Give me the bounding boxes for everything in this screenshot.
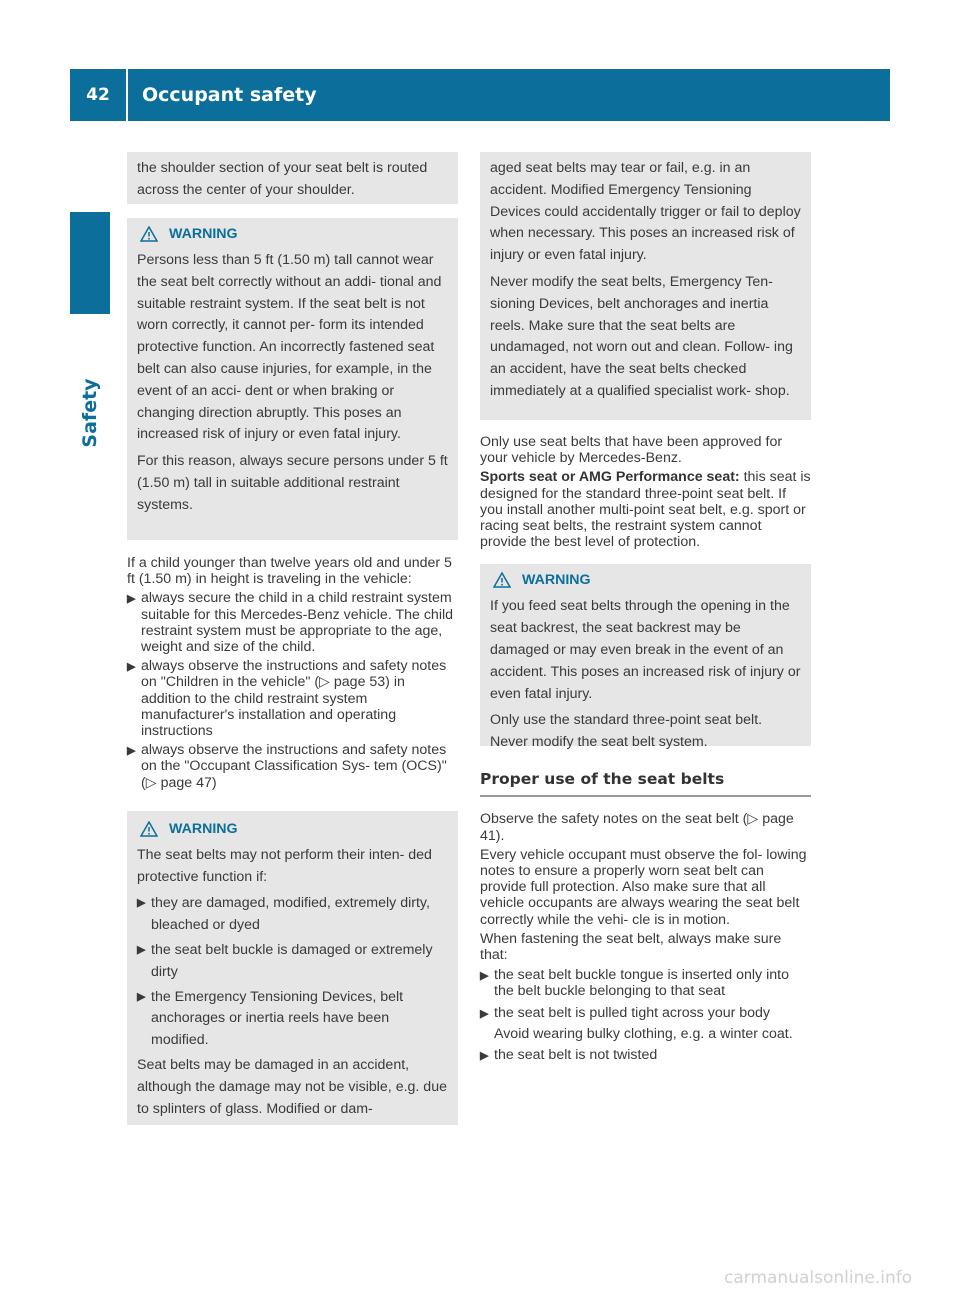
warning-triangle-icon xyxy=(140,226,158,242)
bullet-marker-icon: ▶ xyxy=(137,990,146,1003)
list-item: ▶ always observe the instructions and safety notes on the "Occupant Classification Sys- tem (OCS)" (▷ page 47) xyxy=(127,742,447,791)
page-number: 42 xyxy=(86,85,110,105)
page-header xyxy=(70,69,890,121)
sports-seat-label: Sports seat or AMG Performance seat: xyxy=(480,469,740,486)
warning-box-1 xyxy=(127,218,458,540)
left-column xyxy=(127,152,458,1125)
warning-paragraph: Never modify the seat belts, Emergency Ten- sioning Devices, belt anchorages and inertia reels. Make sure that the seat belts are undamaged, not worn out and clean. Follow- ing an accident, have the seat belts checked immediately at a qualified specialist work- shop. xyxy=(490,273,793,399)
warning-box-2 xyxy=(127,811,458,1125)
bullet-marker-icon: ▶ xyxy=(127,593,136,606)
list-item: ▶ always observe the instructions and safety notes on "Children in the vehicle" (▷ page 53) in addition to the child restraint system manufacturer's installation and operating instructions xyxy=(127,658,447,740)
warning-box-3 xyxy=(480,564,811,751)
list-item: ▶ always secure the child in a child restraint system suitable for this Mercedes-Benz vehicle. The child restraint system must be appropriate to the age, weight and size of the child. xyxy=(127,590,454,656)
list-item: ▶ the seat belt buckle is damaged or extremely dirty xyxy=(137,940,448,984)
section-body-text xyxy=(480,811,811,1064)
section-side-label: Safety xyxy=(79,378,101,448)
warning-paragraph: Persons less than 5 ft (1.50 m) tall cannot wear the seat belt correctly without an addi- tional and suitable restraint system. If the seat belt is not worn correctly, it cannot per- form its intended protective function. An incorrectly fastened seat belt can also cause injuries, for example, in the event of an acci- dent or when braking or changing direction abruptly. This poses an increased risk of injury or even fatal injury. xyxy=(137,252,442,443)
right-column xyxy=(480,152,811,1067)
list-item: ▶ the seat belt is pulled tight across your body xyxy=(480,1004,771,1021)
bullet-sub-note: Avoid wearing bulky clothing, e.g. a winter coat. xyxy=(494,1025,793,1042)
intro-paragraph: If a child younger than twelve years old and under 5 ft (1.50 m) in height is traveling in the vehicle: xyxy=(127,555,452,588)
continued-warning-box xyxy=(480,152,811,420)
list-item: ▶ the seat belt buckle tongue is inserted only into the belt buckle belonging to that seat xyxy=(480,967,789,1000)
approved-paragraph: Only use seat belts that have been approved for your vehicle by Mercedes-Benz. xyxy=(480,434,783,467)
warning-outro: Seat belts may be damaged in an accident, although the damage may not be visible, e.g. due to splinters of glass. Modified or dam- xyxy=(137,1057,447,1117)
body-paragraph: When fastening the seat belt, always make sure that: xyxy=(480,930,782,964)
section-tab-marker xyxy=(70,212,110,314)
bullet-marker-icon: ▶ xyxy=(137,944,146,957)
left-body-text xyxy=(127,555,458,791)
warning-heading: WARNING xyxy=(137,224,448,244)
warning-paragraph: aged seat belts may tear or fail, e.g. in an accident. Modified Emergency Tensioning Devices could accidentally trigger or fail to deploy when necessary. This poses an increased risk of injury or even fatal injury. xyxy=(490,160,801,264)
right-body-text xyxy=(480,434,811,550)
watermark-text: carmanualsonline.info xyxy=(724,1268,913,1288)
list-item: ▶ they are damaged, modified, extremely dirty, bleached or dyed xyxy=(137,893,448,937)
bullet-marker-icon: ▶ xyxy=(480,970,489,983)
warning-triangle-icon xyxy=(493,572,511,588)
warning-intro: The seat belts may not perform their inten- ded protective function if: xyxy=(137,846,432,885)
list-item: ▶ the Emergency Tensioning Devices, belt anchorages or inertia reels have been modified. xyxy=(137,987,448,1052)
warning-heading: WARNING xyxy=(137,819,448,839)
list-item: ▶ the seat belt is not twisted xyxy=(480,1047,658,1064)
header-separator xyxy=(126,69,128,121)
warning-heading: WARNING xyxy=(490,570,801,590)
warning-paragraph: Only use the standard three-point seat belt. Never modify the seat belt system. xyxy=(490,712,763,751)
body-paragraph: Observe the safety notes on the seat belt (▷ page 41). xyxy=(480,811,794,844)
bullet-marker-icon: ▶ xyxy=(480,1007,489,1020)
sports-seat-paragraph: Sports seat or AMG Performance seat: this seat is designed for the standard three-point seat belt. If you install another multi-point seat belt, e.g. sport or racing seat belts, the restraint system cannot provide the best level of protection. xyxy=(480,469,811,551)
warning-paragraph: If you feed seat belts through the opening in the seat backrest, the seat backrest may be damaged or may even break in the event of an accident. This poses an increased risk of injury or even fatal injury. xyxy=(490,598,801,702)
body-paragraph: Every vehicle occupant must observe the fol- lowing notes to ensure a properly worn seat belt can provide full protection. Also make sure that all vehicle occupants are always wearing the seat belt correctly while the vehi- cle is in motion. xyxy=(480,846,807,928)
section-heading: Proper use of the seat belts xyxy=(480,770,811,797)
bullet-marker-icon: ▶ xyxy=(480,1050,489,1063)
warning-paragraph: For this reason, always secure persons under 5 ft (1.50 m) tall in suitable additional restraint systems. xyxy=(137,453,448,513)
continued-note-box xyxy=(127,152,458,204)
note-text: the shoulder section of your seat belt is routed across the center of your shoulder. xyxy=(137,160,428,198)
bullet-marker-icon: ▶ xyxy=(137,897,146,910)
bullet-marker-icon: ▶ xyxy=(127,661,136,674)
bullet-marker-icon: ▶ xyxy=(127,745,136,758)
warning-triangle-icon xyxy=(140,821,158,837)
page-title: Occupant safety xyxy=(142,84,317,106)
